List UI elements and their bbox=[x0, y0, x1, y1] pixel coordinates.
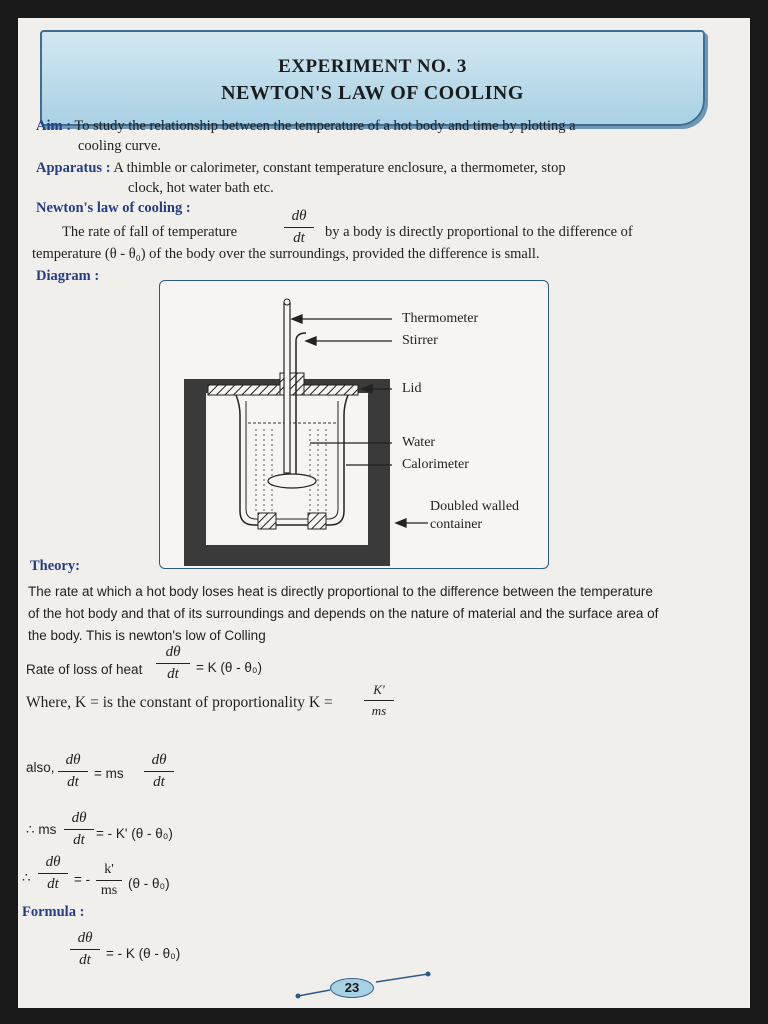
page-number: 23 bbox=[330, 978, 374, 998]
calorimeter-diagram bbox=[160, 281, 550, 570]
rate-rhs: = K (θ - θ₀) bbox=[196, 660, 262, 675]
therefore-ms: ∴ ms bbox=[26, 822, 57, 837]
apparatus-text: A thimble or calorimeter, constant temperature enclosure, a thermometer, stop bbox=[113, 160, 566, 176]
apparatus-line2: clock, hot water bath etc. bbox=[128, 180, 274, 196]
eq4-num: dθ bbox=[45, 854, 61, 870]
experiment-title: NEWTON'S LAW OF COOLING bbox=[221, 82, 524, 104]
formula-num: dθ bbox=[77, 930, 93, 946]
container-arrowhead bbox=[396, 519, 406, 527]
label-lid: Lid bbox=[402, 381, 422, 396]
also-right-fraction bbox=[144, 752, 174, 791]
label-stirrer: Stirrer bbox=[402, 333, 438, 348]
label-water: Water bbox=[402, 435, 436, 450]
eq4-k: k' bbox=[104, 862, 114, 877]
theory-line3: the body. This is newton's low of Colling bbox=[28, 628, 266, 643]
apparatus-line1 bbox=[36, 160, 566, 177]
formula-label: Formula : bbox=[22, 904, 85, 920]
thermometer-arrowhead bbox=[292, 315, 302, 323]
eq4-k-fraction bbox=[96, 862, 122, 899]
k-fraction-num: K' bbox=[373, 682, 385, 697]
aim-text: To study the relationship between the temperature of a hot body and time by plotting a bbox=[74, 118, 576, 134]
rate-den: dt bbox=[167, 666, 179, 682]
eq3-den: dt bbox=[73, 832, 85, 848]
rate-label: Rate of loss of heat bbox=[26, 662, 143, 677]
label-container-line2: container bbox=[430, 517, 483, 532]
diagram-box bbox=[159, 280, 549, 569]
thermometer bbox=[284, 303, 290, 473]
rate-fraction bbox=[156, 644, 190, 683]
apparatus-label: Apparatus : bbox=[36, 160, 111, 176]
experiment-number: EXPERIMENT NO. 3 bbox=[278, 56, 467, 77]
stirrer-handle bbox=[296, 333, 306, 341]
formula-fraction bbox=[70, 930, 100, 969]
page bbox=[18, 18, 750, 1008]
formula-rhs: = - K (θ - θ₀) bbox=[106, 946, 181, 961]
eq4-eq: = - bbox=[74, 872, 91, 887]
eq3-fraction bbox=[64, 810, 94, 849]
eq4-den: dt bbox=[47, 876, 59, 892]
also-left-fraction bbox=[58, 752, 88, 791]
stirrer-arrowhead bbox=[306, 337, 316, 345]
law-fraction bbox=[284, 208, 314, 247]
diagram-label: Diagram : bbox=[36, 268, 100, 284]
also-left-den: dt bbox=[67, 774, 79, 790]
eq4-fraction bbox=[38, 854, 68, 893]
also-right-num: dθ bbox=[151, 752, 167, 768]
law-line1b: by a body is directly proportional to the difference of bbox=[325, 224, 633, 240]
law-frac-num: dθ bbox=[291, 208, 307, 224]
law-frac-den: dt bbox=[293, 230, 305, 246]
theory-line2: of the hot body and that of its surroundings and depends on the nature of material and the surface area of bbox=[28, 606, 659, 621]
eq4-rhs: (θ - θ₀) bbox=[128, 876, 170, 891]
also-left-num: dθ bbox=[65, 752, 81, 768]
title-banner bbox=[40, 30, 705, 126]
formula-den: dt bbox=[79, 952, 91, 968]
thermometer-top bbox=[284, 299, 290, 305]
theory-line1: The rate at which a hot body loses heat is directly proportional to the difference between the temperature bbox=[28, 584, 653, 599]
eq3-rhs: = - K' (θ - θ₀) bbox=[96, 826, 173, 841]
label-container-line1: Doubled walled bbox=[430, 499, 520, 514]
k-fraction-den: ms bbox=[371, 703, 387, 718]
aim-line2: cooling curve. bbox=[78, 138, 161, 154]
aim-label: Aim : bbox=[36, 118, 72, 134]
law-label: Newton's law of cooling : bbox=[36, 200, 191, 216]
label-thermometer: Thermometer bbox=[402, 311, 479, 326]
aim-line1 bbox=[36, 118, 576, 135]
also-label: also, bbox=[26, 760, 55, 775]
support-left bbox=[258, 513, 276, 529]
theory-label: Theory: bbox=[30, 558, 80, 574]
k-fraction bbox=[364, 682, 394, 719]
therefore-symbol: ∴ bbox=[22, 870, 31, 885]
law-line1a: The rate of fall of temperature bbox=[62, 224, 238, 240]
where-text: Where, K = is the constant of proportionality K = bbox=[26, 694, 333, 711]
law-line2: temperature (θ - θ₀) of the body over the surroundings, provided the difference is small. bbox=[32, 246, 540, 262]
support-right bbox=[308, 513, 326, 529]
rate-num: dθ bbox=[165, 644, 181, 660]
eq3-num: dθ bbox=[71, 810, 87, 826]
also-eq: = ms bbox=[94, 766, 124, 781]
stirrer-ring bbox=[268, 474, 316, 488]
eq4-ms: ms bbox=[100, 883, 118, 898]
label-calorimeter: Calorimeter bbox=[402, 457, 469, 472]
also-right-den: dt bbox=[153, 774, 165, 790]
